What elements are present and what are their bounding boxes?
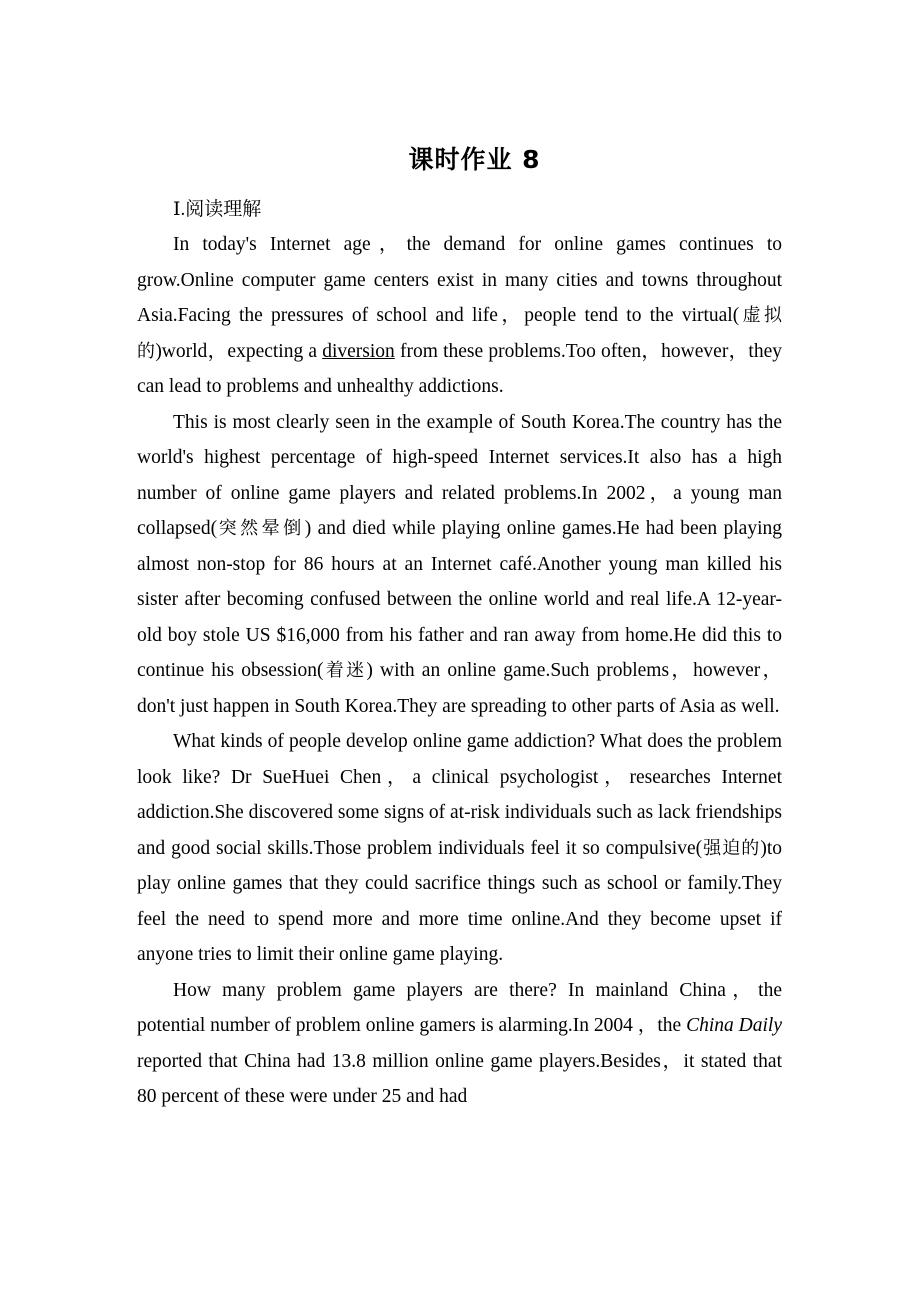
chinese-gloss: 着迷 (323, 660, 367, 681)
paragraph (137, 227, 782, 405)
page-title: 课时作业 8 (408, 145, 541, 174)
paragraph (137, 973, 782, 1115)
underlined-term: diversion (322, 340, 395, 362)
text-run: from these problems.Too often，however，they can lead to problems and unhealthy addictions. (137, 340, 782, 397)
text-run: How many problem game players are there? In mainland China，the potential number of problem online gamers is alarming.In 2004 ，the (137, 979, 782, 1036)
text-run: In today's Internet age，the demand for online games continues to grow.Online computer game centers exist in many cities and towns throughout Asia.Facing the pressures of school and life，people tend to the virtual( (137, 234, 782, 326)
chinese-gloss: 虚拟的 (137, 305, 782, 362)
text-run: This is most clearly seen in the example of South Korea.The country has the world's highest percentage of high-speed Internet services.It also has a high number of online game players and related problems.In 2002，a young man collapsed( (137, 411, 782, 539)
chinese-gloss: 强迫的 (702, 837, 761, 859)
chinese-gloss: 突然晕倒 (217, 518, 305, 539)
text-run: ) and died while playing online games.He had been playing almost non-stop for 86 hours at an Internet café.Another young man killed his sister after becoming confused between the online world and real life.A 12-year-old boy stole US $16,000 from his father and ran away from home.He did this to continue his obsession( (137, 518, 783, 681)
text-run: )world，expecting a (155, 340, 323, 362)
paragraph (137, 405, 782, 725)
paragraph (137, 724, 782, 973)
paragraph-list (137, 227, 782, 1115)
italic-term: China Daily (686, 1015, 782, 1036)
document-content (137, 140, 782, 1115)
text-run: )to play online games that they could sacrifice things such as school or family.They feel the need to spend more and more time online.And they become upset if anyone tries to limit their online game playing. (137, 837, 782, 965)
section-heading-reading-comprehension: Ⅰ.阅读理解 (173, 199, 262, 220)
text-run: reported that China had 13.8 million online game players.Besides，it stated that 80 percent of these were under 25 and had (137, 1050, 782, 1107)
text-run: What kinds of people develop online game addiction? What does the problem look like? Dr SueHuei Chen，a clinical psychologist，researches Internet addiction.She discovered some signs of at-risk individuals such as lack friendships and good social skills.Those problem individuals feel it so compulsive( (137, 731, 783, 859)
text-run: ) with an online game.Such problems，however，don't just happen in South Korea.They are spreading to other parts of Asia as well. (137, 660, 783, 717)
